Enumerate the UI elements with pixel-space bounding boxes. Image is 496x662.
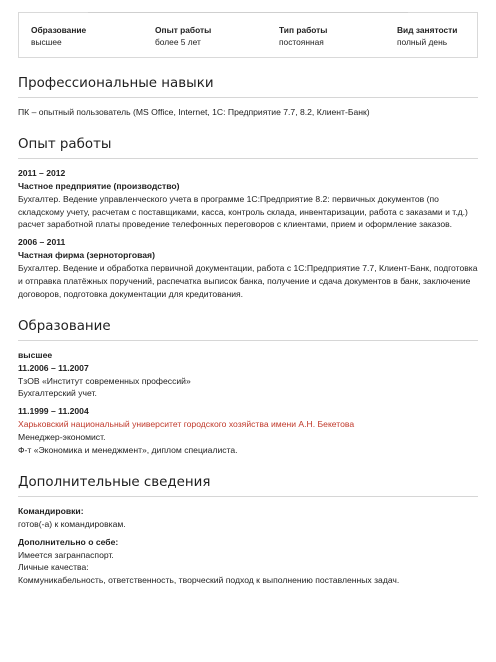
trips-block [18,505,478,531]
job-period: 2006 – 2011 [18,237,66,248]
summary-label: Тип работы [279,25,328,35]
resume-page [0,12,496,587]
summary-value: полный день [397,37,448,47]
education-period: 11.2006 – 11.2007 [18,362,89,373]
education-entry [18,405,478,457]
job-entry [18,167,478,231]
summary-label: Опыт работы [155,25,212,35]
education-period: 11.1999 – 11.2004 [18,406,89,417]
summary-box [18,12,478,58]
experience-heading: Опыт работы [18,136,478,159]
skills-heading: Профессиональные навыки [18,75,478,98]
summary-work-type [279,13,397,57]
summary-employment [397,13,477,57]
education-entry [18,362,478,401]
summary-value: высшее [31,37,62,47]
education-institution: ТзОВ «Институт современных профессий» [18,375,191,386]
education-detail: Бухгалтерский учет. [18,388,97,399]
trips-text: готов(-а) к командировкам. [18,518,126,529]
job-company: Частная фирма (зерноторговая) [18,250,155,261]
education-detail: Менеджер-экономист. [18,432,106,443]
experience-section [18,136,478,301]
trips-title: Командировки: [18,505,84,516]
summary-experience [155,13,279,57]
job-entry [18,236,478,300]
skills-section [18,75,478,119]
job-description: Бухгалтер. Ведение и обработка первичной документации, работа с 1С:Предприятие 7.7, Клиент-Банк, подготовка и отправка платёжных поручений, распечатка выписок банка, получение и сдача документов в банк, заключение договоров, подготовка документации для кредитования. [18,263,478,299]
job-company: Частное предприятие (производство) [18,180,180,191]
summary-value: постоянная [279,37,324,47]
education-level: высшее [18,349,53,360]
summary-value: более 5 лет [155,37,201,47]
summary-label: Образование [31,25,87,35]
job-period: 2011 – 2012 [18,167,66,178]
about-block [18,536,478,588]
about-title: Дополнительно о себе: [18,536,119,547]
additional-heading: Дополнительные сведения [18,474,478,497]
summary-education [31,13,155,57]
about-line: Личные качества: [18,562,89,573]
top-divider [88,12,408,13]
about-line: Имеется загранпаспорт. [18,549,114,560]
about-line: Коммуникабельность, ответственность, творческий подход к выполнению поставленных задач. [18,575,400,586]
education-institution-link[interactable]: Харьковский национальный университет городского хозяйства имени А.Н. Бекетова [18,419,355,430]
education-detail: Ф-т «Экономика и менеджмент», диплом специалиста. [18,445,238,456]
education-heading: Образование [18,318,478,341]
education-section [18,318,478,457]
additional-section [18,474,478,587]
job-description: Бухгалтер. Ведение управленческого учета в программе 1С:Предприятие 8.2: первичных документов (по складскому учету, расчетам с поставщиками, касса, контроль склада, инвентаризации, работа с заказами и т.д.) расчет заработной платы проведение телефонных переговоров с клиентами, прием и оформление заказов. [18,193,468,230]
skills-text: ПК – опытный пользователь (MS Office, Internet, 1С: Предприятие 7.7, 8.2, Клиент-Банк) [18,107,370,117]
summary-label: Вид занятости [397,25,458,35]
